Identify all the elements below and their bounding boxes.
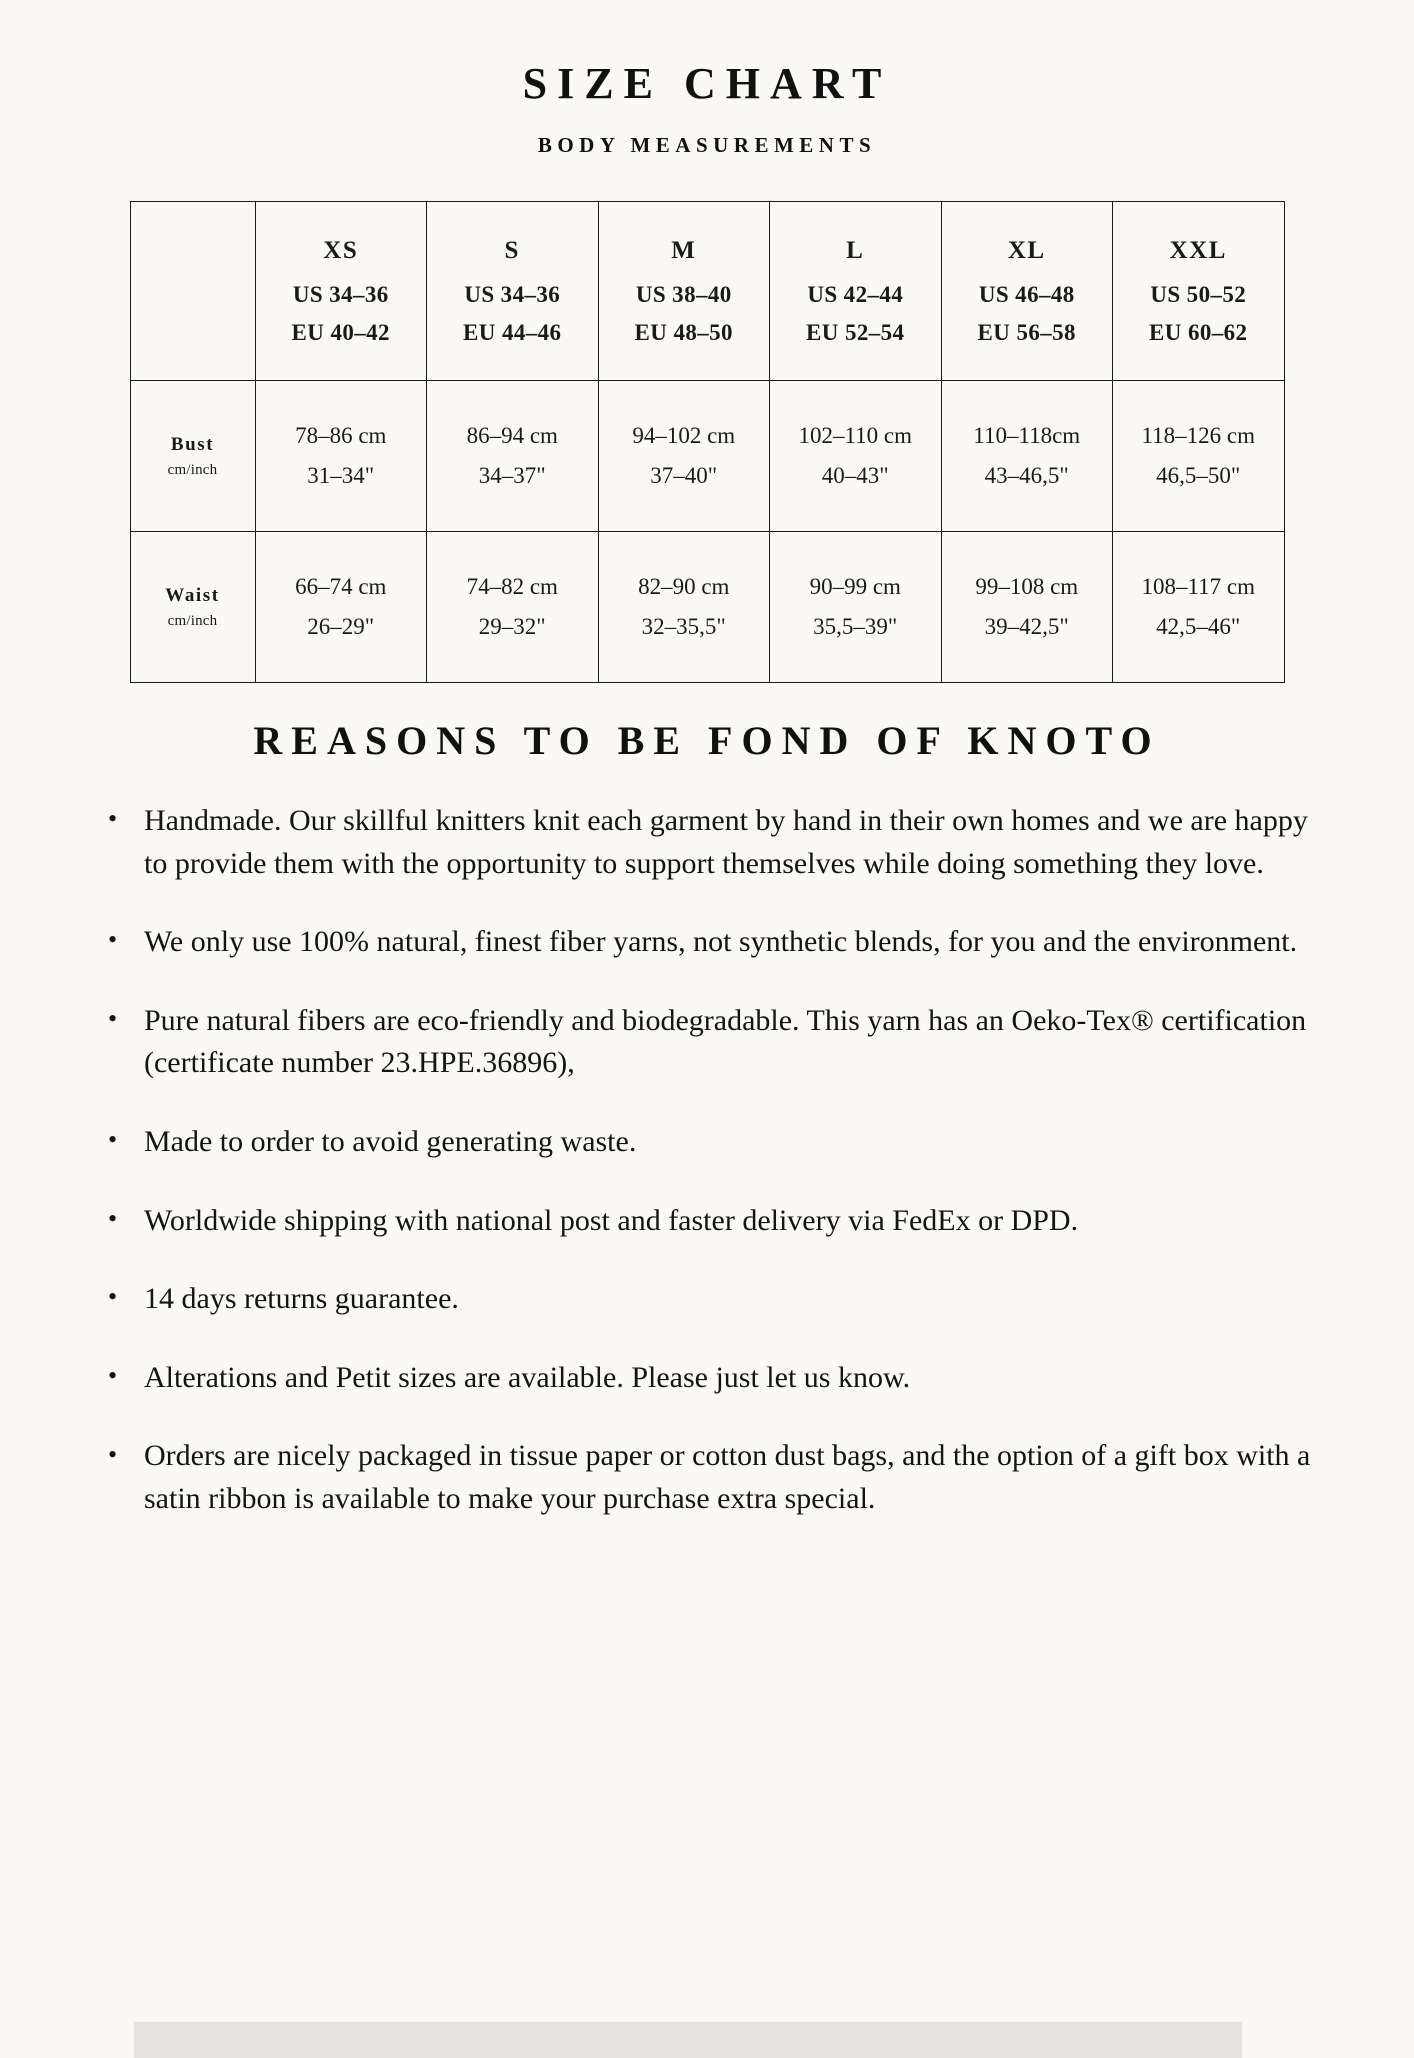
column-size-label: L bbox=[846, 237, 865, 265]
list-item bbox=[100, 1000, 1336, 1085]
cell-cm-value: 108–117 cm bbox=[1141, 573, 1255, 599]
list-item-text: Orders are nicely packaged in tissue paper or cotton dust bags, and the option of a gift box with a satin ribbon is available to make your purchase extra special. bbox=[144, 1439, 1311, 1515]
page-subtitle: BODY MEASUREMENTS bbox=[537, 133, 877, 157]
list-item bbox=[100, 1435, 1336, 1520]
column-size-label: XXL bbox=[1169, 237, 1227, 265]
bullet-icon: • bbox=[108, 804, 118, 834]
cell-inch-value: 26–29" bbox=[307, 614, 375, 639]
cell-inch-value: 37–40" bbox=[650, 463, 718, 488]
column-eu-size: EU 52–54 bbox=[806, 319, 905, 345]
table-row bbox=[130, 381, 1284, 532]
list-item-text: We only use 100% natural, finest fiber yarns, not synthetic blends, for you and the environment. bbox=[144, 925, 1298, 959]
cell-cm-value: 82–90 cm bbox=[638, 573, 730, 599]
reasons-list bbox=[0, 800, 1414, 1521]
size-chart-page bbox=[0, 58, 1414, 2058]
cell-cm-value: 78–86 cm bbox=[295, 422, 387, 448]
bullet-icon: • bbox=[108, 1004, 118, 1034]
column-header-m bbox=[598, 202, 770, 381]
list-item-text: Made to order to avoid generating waste. bbox=[144, 1124, 637, 1158]
bullet-icon: • bbox=[108, 1439, 118, 1469]
column-size-label: M bbox=[671, 237, 697, 265]
bullet-icon: • bbox=[108, 925, 118, 955]
cell-cm-value: 74–82 cm bbox=[466, 573, 558, 599]
column-us-size: US 34–36 bbox=[292, 281, 389, 307]
row-unit-text: cm/inch bbox=[167, 461, 218, 478]
bottom-banner-strip bbox=[134, 2022, 1242, 2058]
column-eu-size: EU 56–58 bbox=[977, 319, 1076, 345]
column-header-l bbox=[770, 202, 942, 381]
cell-bust-s bbox=[427, 381, 599, 532]
list-item bbox=[100, 1278, 1336, 1321]
row-unit-text: cm/inch bbox=[167, 612, 218, 629]
cell-bust-l bbox=[770, 381, 942, 532]
cell-inch-value: 31–34" bbox=[307, 463, 375, 488]
column-us-size: US 38–40 bbox=[635, 281, 732, 307]
column-header-xs bbox=[255, 202, 427, 381]
cell-cm-value: 94–102 cm bbox=[632, 422, 736, 448]
column-header-s bbox=[427, 202, 599, 381]
table-row bbox=[130, 532, 1284, 683]
cell-inch-value: 46,5–50" bbox=[1156, 463, 1241, 488]
cell-cm-value: 86–94 cm bbox=[466, 422, 558, 448]
column-us-size: US 34–36 bbox=[464, 281, 561, 307]
cell-bust-xl bbox=[941, 381, 1113, 532]
row-header-waist bbox=[130, 532, 255, 683]
reasons-heading: REASONS TO BE FOND OF KNOTO bbox=[253, 718, 1161, 763]
cell-cm-value: 90–99 cm bbox=[809, 573, 901, 599]
cell-waist-l bbox=[770, 532, 942, 683]
cell-inch-value: 43–46,5" bbox=[984, 463, 1069, 488]
cell-waist-xl bbox=[941, 532, 1113, 683]
list-item bbox=[100, 1121, 1336, 1164]
column-eu-size: EU 60–62 bbox=[1149, 319, 1248, 345]
column-us-size: US 42–44 bbox=[807, 281, 904, 307]
bullet-icon: • bbox=[108, 1282, 118, 1312]
cell-inch-value: 34–37" bbox=[478, 463, 546, 488]
list-item bbox=[100, 1200, 1336, 1243]
page-title: SIZE CHART bbox=[522, 59, 892, 108]
column-size-label: XL bbox=[1007, 237, 1046, 265]
row-header-bust bbox=[130, 381, 255, 532]
list-item-text: Handmade. Our skillful knitters knit each garment by hand in their own homes and we are happy to provide them with the opportunity to support themselves while doing something they love. bbox=[144, 804, 1308, 880]
row-label-text: Bust bbox=[170, 434, 215, 456]
cell-inch-value: 39–42,5" bbox=[984, 614, 1069, 639]
list-item-text: Alterations and Petit sizes are available. Please just let us know. bbox=[144, 1360, 911, 1394]
cell-inch-value: 40–43" bbox=[821, 463, 889, 488]
column-size-label: S bbox=[504, 237, 520, 265]
cell-cm-value: 110–118cm bbox=[973, 422, 1081, 448]
cell-waist-xxl bbox=[1113, 532, 1285, 683]
column-header-xxl bbox=[1113, 202, 1285, 381]
bullet-icon: • bbox=[108, 1361, 118, 1391]
bullet-icon: • bbox=[108, 1125, 118, 1155]
cell-inch-value: 29–32" bbox=[478, 614, 546, 639]
cell-bust-xs bbox=[255, 381, 427, 532]
column-us-size: US 46–48 bbox=[978, 281, 1075, 307]
list-item bbox=[100, 1357, 1336, 1400]
cell-cm-value: 118–126 cm bbox=[1141, 422, 1255, 448]
cell-cm-value: 99–108 cm bbox=[975, 573, 1079, 599]
list-item-text: 14 days returns guarantee. bbox=[144, 1282, 459, 1316]
column-us-size: US 50–52 bbox=[1150, 281, 1247, 307]
list-item bbox=[100, 921, 1336, 964]
list-item-text: Worldwide shipping with national post and faster delivery via FedEx or DPD. bbox=[144, 1203, 1079, 1237]
table-header-row bbox=[130, 202, 1284, 381]
bullet-icon: • bbox=[108, 1203, 118, 1233]
list-item-text: Pure natural fibers are eco-friendly and biodegradable. This yarn has an Oeko-Tex® certification (certificate number 23.HPE.36896), bbox=[144, 1003, 1307, 1080]
column-eu-size: EU 40–42 bbox=[291, 319, 390, 345]
size-chart-table-wrapper bbox=[130, 201, 1285, 683]
column-size-label: XS bbox=[323, 237, 359, 265]
cell-bust-m bbox=[598, 381, 770, 532]
table-corner-cell bbox=[130, 202, 255, 381]
column-header-xl bbox=[941, 202, 1113, 381]
cell-bust-xxl bbox=[1113, 381, 1285, 532]
column-eu-size: EU 48–50 bbox=[634, 319, 733, 345]
cell-waist-s bbox=[427, 532, 599, 683]
cell-cm-value: 66–74 cm bbox=[295, 573, 387, 599]
row-label-text: Waist bbox=[165, 585, 220, 607]
cell-inch-value: 35,5–39" bbox=[813, 614, 898, 639]
list-item bbox=[100, 800, 1336, 885]
cell-waist-m bbox=[598, 532, 770, 683]
cell-cm-value: 102–110 cm bbox=[798, 422, 912, 448]
cell-inch-value: 42,5–46" bbox=[1156, 614, 1241, 639]
size-chart-table bbox=[130, 201, 1285, 683]
column-eu-size: EU 44–46 bbox=[463, 319, 562, 345]
cell-inch-value: 32–35,5" bbox=[641, 614, 726, 639]
cell-waist-xs bbox=[255, 532, 427, 683]
